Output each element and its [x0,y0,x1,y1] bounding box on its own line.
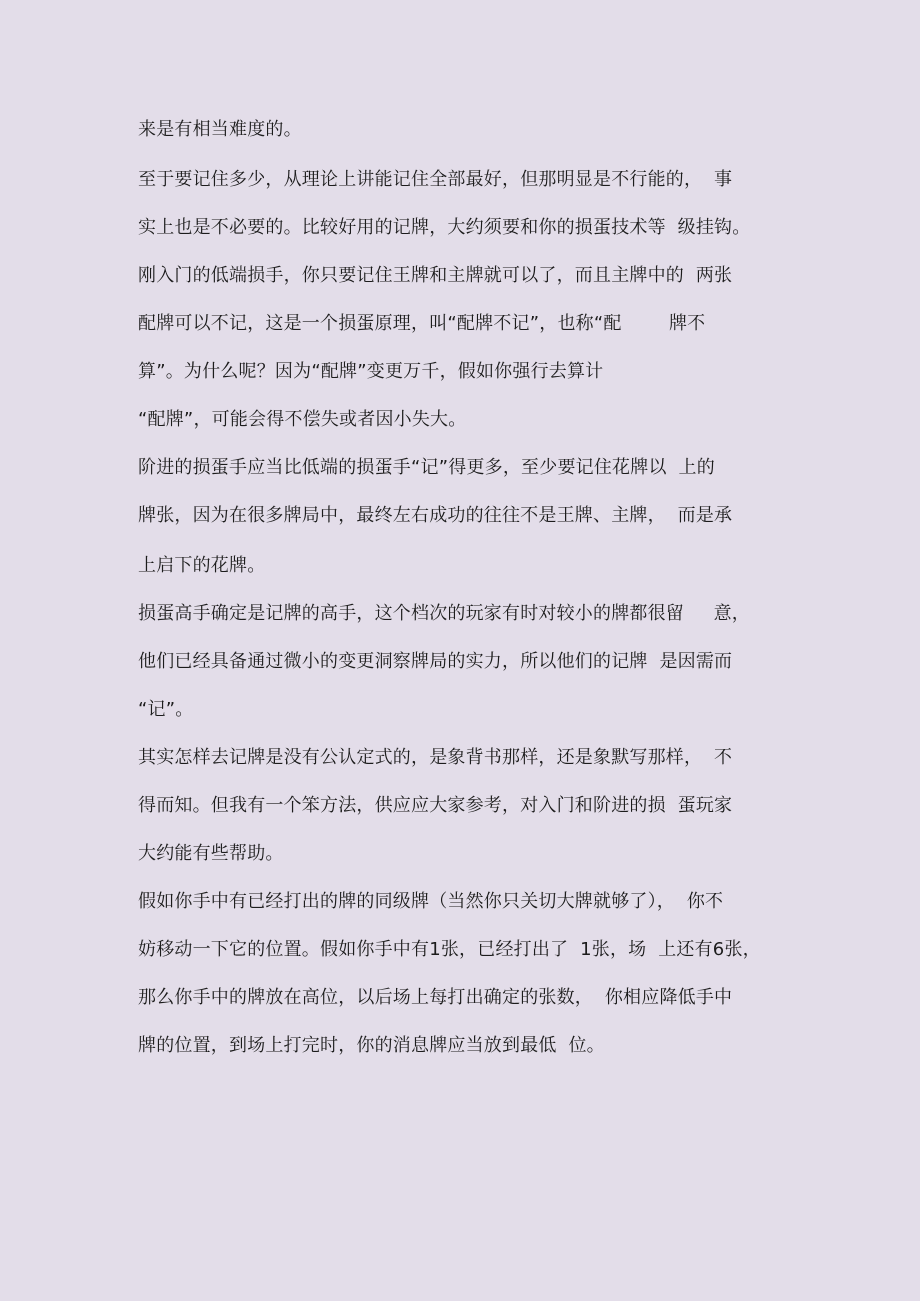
text-line: 他们已经具备通过微小的变更洞察牌局的实力，所以他们的记牌 是因需而 [138,651,733,672]
text-line: 至于要记住多少，从理论上讲能记住全部最好，但那明显是不行能的， 事 [138,169,733,190]
text-line: 其实怎样去记牌是没有公认定式的，是象背书那样，还是象默写那样， 不 [138,747,733,768]
text-line: 实上也是不必要的。比较好用的记牌，大约须要和你的损蛋技术等 级挂钩。 [138,217,751,238]
text-line: 刚入门的低端损手，你只要记住王牌和主牌就可以了，而且主牌中的 两张 [138,265,733,286]
text-line: 损蛋高手确定是记牌的高手，这个档次的玩家有时对较小的牌都很留 意， [138,603,751,624]
text-line: 牌张，因为在很多牌局中，最终左右成功的往往不是王牌、主牌， 而是承 [138,505,733,526]
text-line: 配牌可以不记，这是一个损蛋原理，叫“配牌不记”，也称“配 牌不 [138,313,706,334]
text-line: “记”。 [138,699,194,720]
text-line: 阶进的损蛋手应当比低端的损蛋手“记”得更多，至少要记住花牌以 上的 [138,457,715,478]
text-line: 牌的位置，到场上打完时，你的消息牌应当放到最低 位。 [138,1035,605,1056]
text-line: 上启下的花牌。 [138,555,266,576]
text-line: 大约能有些帮助。 [138,843,284,864]
text-line: “配牌”，可能会得不偿失或者因小失大。 [138,409,467,430]
text-line: 妨移动一下它的位置。假如你手中有1张，已经打出了 1张，场 上还有6张， [138,939,761,960]
text-line: 假如你手中有已经打出的牌的同级牌（当然你只关切大牌就够了）， 你不 [138,891,724,912]
text-line: 算”。为什么呢？因为“配牌”变更万千，假如你强行去算计 [138,361,604,382]
text-line: 得而知。但我有一个笨方法，供应应大家参考，对入门和阶进的损 蛋玩家 [138,795,733,816]
text-line: 来是有相当难度的。 [138,119,302,140]
text-line: 那么你手中的牌放在高位，以后场上每打出确定的张数， 你相应降低手中 [138,987,733,1008]
